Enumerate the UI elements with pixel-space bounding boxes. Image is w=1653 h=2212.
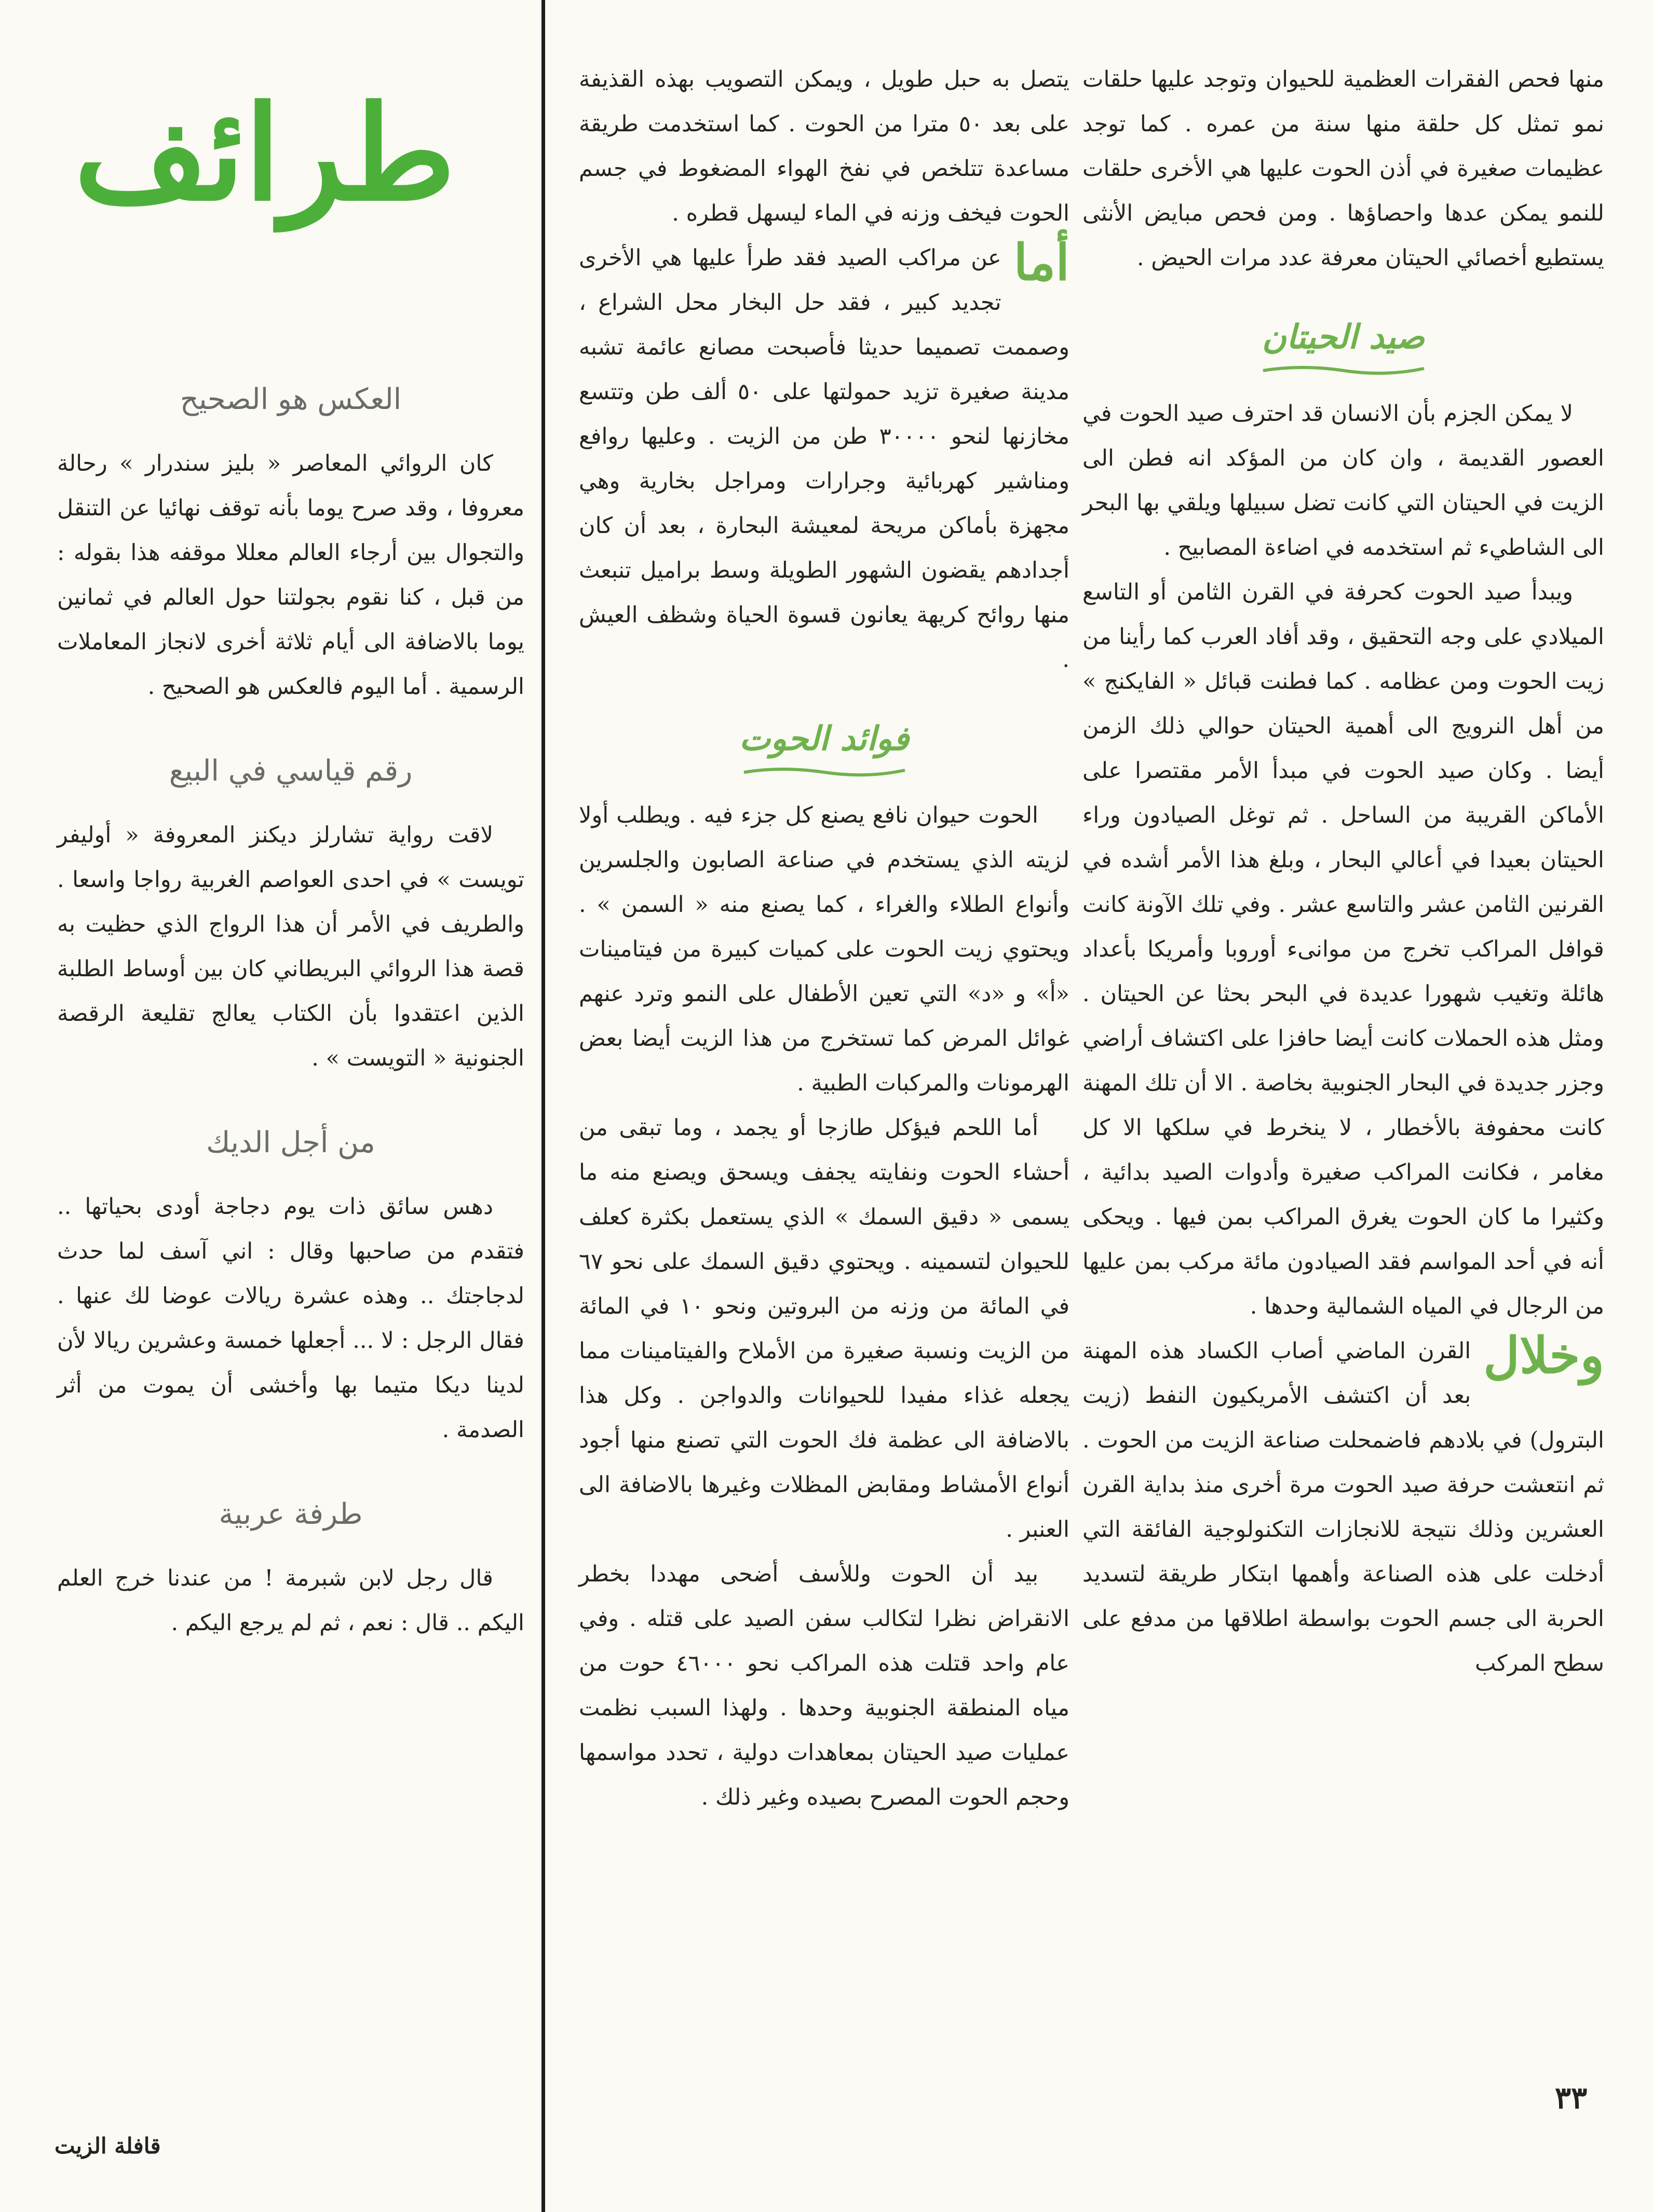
section-title-benefits bbox=[579, 713, 1069, 777]
title-underline-icon bbox=[741, 765, 907, 777]
whaling-paragraph-2: ويبدأ صيد الحوت كحرفة في القرن الثامن أو التاسع الميلادي على وجه التحقيق ، وقد أفاد العرب كما رأينا من زيت الحوت ومن عظامه . كما فطنت قبائل « الفايكنج » من أهل النرويج الى أهمية الحيتان حوالي ذلك الزمن أيضا . وكان صيد الحوت في مبدأ الأمر مقتصرا على الأماكن القريبة من الساحل . ثم توغل الصيادون وراء الحيتان بعيدا في أعالي البحار ، وبلغ هذا الأمر أشده في القرنين الثامن عشر والتاسع عشر . وفي تلك الآونة كانت قوافل المراكب تخرج من موانىء أوروبا وأمريكا بأعداد هائلة وتغيب شهورا عديدة في البحر بحثا عن الحيتان . ومثل هذه الحملات كانت أيضا حافزا على اكتشاف أراضي وجزر جديدة في البحار الجنوبية بخاصة . الا أن تلك المهنة كانت محفوفة بالأخطار ، لا ينخرط في سلكها الا كل مغامر ، فكانت المراكب صغيرة وأدوات الصيد بدائية ، وكثيرا ما كان الحوت يغرق المراكب بمن فيها . ويحكى أنه في أحد المواسم فقد الصيادون مائة مركب بمن عليها من الرجال في المياه الشمالية وحدها . bbox=[1082, 579, 1604, 1319]
middle-column bbox=[579, 57, 1069, 1820]
anecdote-text: قال رجل لابن شبرمة ! من عندنا خرج العلم اليكم .. قال : نعم ، ثم لم يرجع اليكم . bbox=[57, 1565, 524, 1636]
right-column bbox=[1082, 57, 1604, 1686]
anecdote-title: رقم قياسي في البيع bbox=[169, 754, 413, 788]
anecdote-item bbox=[57, 374, 524, 709]
dropcap-word: وخلال bbox=[1483, 1326, 1604, 1385]
anecdote-text: كان الروائي المعاصر « بليز سندرار » رحالة معروفا ، وقد صرح يوما بأنه توقف نهائيا عن التنقل والتجوال بين أرجاء العالم معللا موقفه هذا بقوله : من قبل ، كنا نقوم بجولتنا حول العالم في ثمانين يوما بالاضافة الى أيام ثلاثة أخرى لانجاز المعاملات الرسمية . أما اليوم فالعكس هو الصحيح . bbox=[57, 450, 524, 700]
whaling-paragraph-1: لا يمكن الجزم بأن الانسان قد احترف صيد الحوت في العصور القديمة ، وان كان من المؤكد انه فطن الى الزيت في الحيتان التي كانت تضل سبيلها ويلقي بها البحر الى الشاطيء ثم استخدمه في اضاءة المصابيح . bbox=[1082, 401, 1604, 561]
whaling-paragraph-3 bbox=[1082, 1326, 1604, 1686]
benefits-paragraph-2: أما اللحم فيؤكل طازجا أو يجمد ، وما تبقى من أحشاء الحوت ونفايته يجفف ويسحق ويصنع منه ما يسمى « دقيق السمك » الذي يستعمل بكثرة كعلف للحيوان لتسمينه . ويحتوي دقيق السمك على نحو ٦٧ في المائة من وزنه من البروتين ونحو ١٠ في المائة من الزيت ونسبة صغيرة من الأملاح والفيتامينات مما يجعله غذاء مفيدا للحيوانات والدواجن . وكل هذا بالاضافة الى عظمة فك الحوت التي تصنع منها أجود أنواع الأمشاط ومقابض المظلات وغيرها بالاضافة الى العنبر . bbox=[579, 1115, 1069, 1542]
ships-paragraph bbox=[579, 233, 1069, 682]
anecdote-item bbox=[57, 1489, 524, 1645]
masthead-title: طرائف bbox=[74, 77, 456, 229]
anecdote-text: دهس سائق ذات يوم دجاجة أودى بحياتها .. فتقدم من صاحبها وقال : اني آسف لما حدث لدجاجتك .. وهذه عشرة ريالات عوضا لك عنها . فقال الرجل : لا ... أجعلها خمسة وعشرين ريالا لأن لدينا ديكا متيما بها وأخشى أن يموت من أثر الصدمة . bbox=[57, 1194, 524, 1443]
page-number: ٣٣ bbox=[1555, 2080, 1588, 2115]
title-underline-icon bbox=[1261, 363, 1427, 376]
middle-intro-paragraph: يتصل به حبل طويل ، ويمكن التصويب بهذه القذيفة على بعد ٥٠ مترا من الحوت . كما استخدمت طريقة مساعدة تتلخص في نفخ الهواء المضغوط في جسم الحوت فيخف وزنه في الماء ليسهل قطره . bbox=[579, 66, 1070, 226]
dropcap-paragraph-text: عن مراكب الصيد فقد طرأ عليها هي الأخرى تجديد كبير ، فقد حل البخار محل الشراع ، وصممت تصميما حديثا فأصبحت مصانع عائمة تشبه مدينة صغيرة تزيد حمولتها على ٥٠ ألف طن وتتسع مخازنها لنحو ٣٠٠٠٠ طن من الزيت . وعليها روافع ومناشير كهربائية وجرارات ومراجل بخارية وهي مجهزة بأماكن مريحة لمعيشة البحارة ، بعد أن كان أجدادهم يقضون الشهور الطويلة وسط براميل تنبعث منها روائح كريهة يعانون قسوة الحياة وشظف العيش . bbox=[579, 245, 1069, 673]
section-title-text: صيد الحيتان bbox=[1262, 318, 1425, 357]
benefits-paragraph-3: بيد أن الحوت وللأسف أضحى مهددا بخطر الانقراض نظرا لتكالب سفن الصيد على قتله . وفي عام واحد قتلت هذه المراكب نحو ٤٦٠٠٠ حوت من مياه المنطقة الجنوبية وحدها . ولهذا السبب نظمت عمليات صيد الحيتان بمعاهدات دولية ، تحدد مواسمها وحجم الحوت المصرح بصيده وغير ذلك . bbox=[579, 1561, 1069, 1810]
left-column bbox=[57, 374, 524, 1645]
section-title-text: فوائد الحوت bbox=[739, 719, 910, 758]
anecdote-title: طرفة عربية bbox=[219, 1497, 363, 1531]
column-divider bbox=[541, 0, 545, 2212]
dropcap-paragraph-text: القرن الماضي أصاب الكساد هذه المهنة بعد أن اكتشف الأمريكيون النفط (زيت البترول) في بلادهم فاضمحلت صناعة الزيت من الحوت . ثم انتعشت حرفة صيد الحوت مرة أخرى منذ بداية القرن العشرين وذلك نتيجة للانجازات التكنولوجية الفائقة التي أدخلت على هذه الصناعة وأهمها ابتكار طريقة لتسديد الحربة الى جسم الحوت بواسطة اطلاقها من مدفع على سطح المركب bbox=[1082, 1338, 1604, 1676]
magazine-name: قافلة الزيت bbox=[55, 2133, 161, 2159]
benefits-paragraph-1: الحوت حيوان نافع يصنع كل جزء فيه . ويطلب أولا لزيته الذي يستخدم في صناعة الصابون والجلسرين وأنواع الطلاء والغراء ، كما يصنع منه « السمن » . ويحتوي زيت الحوت على كميات كبيرة من فيتامينات «أ» و «د» التي تعين الأطفال على النمو وترد عنهم غوائل المرض كما تستخرج من هذا الزيت أيضا بعض الهرمونات والمركبات الطبية . bbox=[579, 802, 1069, 1096]
anecdote-text: لاقت رواية تشارلز ديكنز المعروفة « أوليفر تويست » في احدى العواصم الغربية رواجا واسعا . والطريف في الأمر أن هذا الرواج الذي حظيت به قصة هذا الروائي البريطاني كان بين أوساط الطلبة الذين اعتقدوا بأن الكتاب يعالج تقليعة الرقصة الجنونية « التويست » . bbox=[57, 822, 524, 1071]
anecdote-title: من أجل الديك bbox=[206, 1126, 375, 1159]
anecdote-item bbox=[57, 745, 524, 1081]
dropcap-word: أما bbox=[1013, 233, 1069, 292]
anecdote-item bbox=[57, 1117, 524, 1452]
section-title-whaling bbox=[1082, 311, 1604, 376]
right-intro-paragraph: منها فحص الفقرات العظمية للحيوان وتوجد عليها حلقات نمو تمثل كل حلقة منها سنة من عمره . كما توجد عظيمات صغيرة في أذن الحوت عليها هي الأخرى حلقات للنمو يمكن عدها واحصاؤها . ومن فحص مبايض الأنثى يستطيع أخصائي الحيتان معرفة عدد مرات الحيض . bbox=[1082, 66, 1604, 271]
anecdote-title: العكس هو الصحيح bbox=[180, 383, 402, 416]
